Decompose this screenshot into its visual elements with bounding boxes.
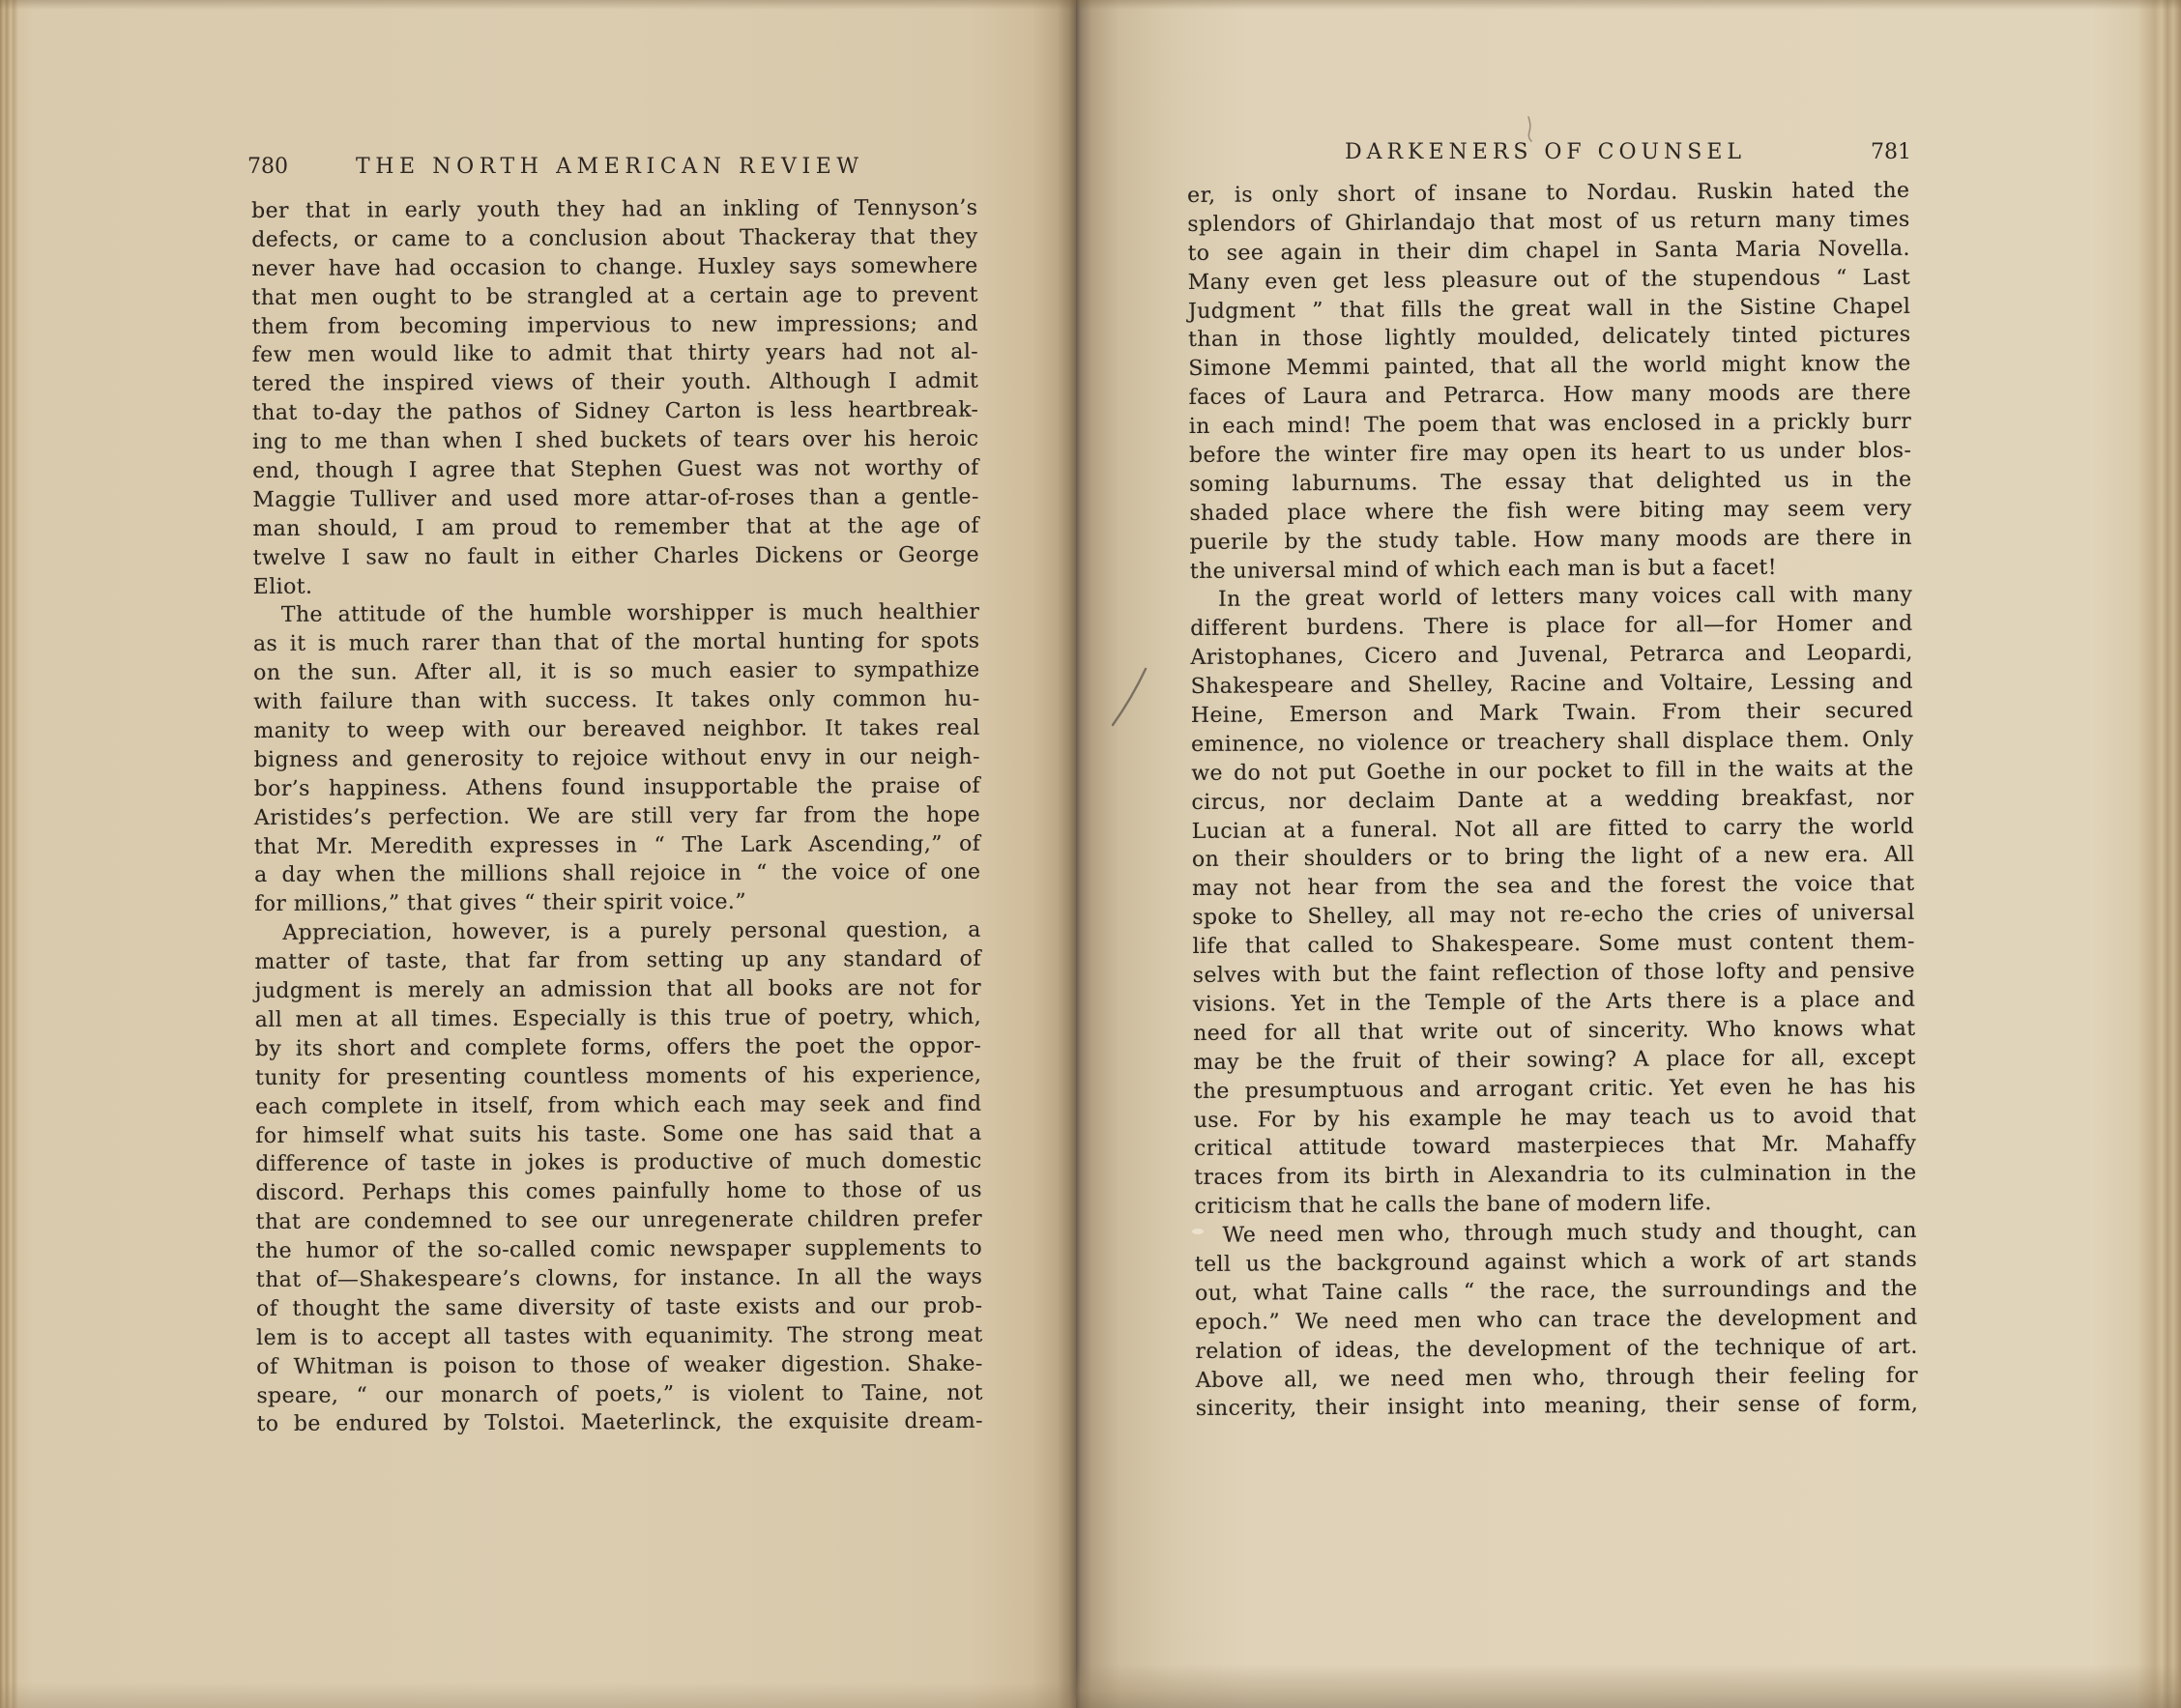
text-line: need for all that write out of sincerity. Who knows what — [1193, 1016, 1916, 1046]
text-line: of thought the same diversity of taste exists and our prob- — [255, 1293, 983, 1321]
text-line: ber that in early youth they had an inkling of Tennyson’s — [251, 195, 978, 223]
text-line: in each mind! The poem that was enclosed in a prickly burr — [1188, 409, 1912, 440]
text-line: that of—Shakespeare’s clowns, for instance. In all the ways — [255, 1264, 983, 1292]
text-line: may not hear from the sea and the forest the voice that — [1192, 872, 1915, 902]
text-line: tell us the background against which a work of art stands — [1194, 1247, 1918, 1277]
text-line: we do not put Goethe in our pocket to fill in the waits at the — [1191, 756, 1914, 786]
text-line: The attitude of the humble worshipper is much healthier — [280, 600, 980, 628]
text-line: soming laburnums. The essay that delighted us in the — [1189, 467, 1912, 497]
text-line: all men at all times. Especially is this true of poetry, which, — [254, 1004, 982, 1032]
running-head-right — [1345, 140, 1746, 165]
text-line: each complete in itself, from which each may seek and find — [255, 1091, 982, 1119]
text-line: difference of taste in jokes is productive of much domestic — [255, 1149, 982, 1177]
text-line: as it is much rarer than that of the mortal hunting for spots — [252, 629, 980, 657]
text-line: Aristides’s perfection. We are still very far from the hope — [253, 802, 981, 830]
text-line: never have had occasion to change. Huxley says somewhere — [251, 253, 978, 281]
text-line: epoch.” We need men who can trace the development and — [1195, 1305, 1918, 1335]
text-line: that are condemned to see our unregenerate children prefer — [255, 1206, 983, 1235]
text-line: criticism that he calls the bane of modern life. — [1194, 1191, 1712, 1220]
text-line: speare, “ our monarch of poets,” is violent to Taine, not — [256, 1380, 983, 1408]
text-line: splendors of Ghirlandajo that most of us return many times — [1187, 207, 1910, 237]
text-line: faces of Laura and Petrarca. How many moods are there — [1188, 381, 1911, 411]
running-head-text: DARKENERS OF COUNSEL — [1345, 140, 1746, 164]
text-line: the presumptuous and arrogant critic. Yet even he has his — [1193, 1074, 1916, 1104]
left-page-text — [251, 194, 984, 1440]
bottom-page-edge-right — [1076, 1665, 2181, 1708]
bottom-page-edge-left — [0, 1682, 1076, 1708]
text-line: In the great world of letters many voices call with many — [1217, 583, 1913, 613]
text-line: bigness and generosity to rejoice without envy in our neigh- — [253, 744, 980, 772]
text-line: that to-day the pathos of Sidney Carton is less heartbreak- — [251, 397, 979, 426]
page-number: 780 — [247, 155, 288, 179]
text-line: visions. Yet in the Temple of the Arts there is a place and — [1192, 987, 1916, 1017]
text-line: judgment is merely an admission that all books are not for — [254, 975, 982, 1004]
text-line: Aristophanes, Cicero and Juvenal, Petrarca and Leopardi, — [1190, 641, 1913, 671]
text-line: end, though I agree that Stephen Guest was not worthy of — [252, 455, 979, 484]
text-line: tunity for presenting countless moments of his experience, — [254, 1062, 982, 1090]
text-line: puerile by the study table. How many moods are there in — [1189, 525, 1913, 555]
text-line: out, what Taine calls “ the race, the surroundings and the — [1194, 1276, 1918, 1306]
text-line: shaded place where the fish were biting may seem very — [1189, 496, 1912, 526]
text-line: matter of taste, that far from setting up any standard of — [254, 946, 981, 975]
text-line: eminence, no violence or treachery shall displace them. Only — [1190, 727, 1914, 757]
text-line: that Mr. Meredith expresses in “ The Lark Ascending,” of — [253, 831, 981, 859]
text-line: critical attitude toward masterpieces that Mr. Mahaffy — [1193, 1132, 1917, 1162]
text-line: twelve I saw no fault in either Charles Dickens or George — [252, 542, 980, 570]
text-line: different burdens. There is place for all—for Homer and — [1190, 612, 1913, 642]
text-line: manity to weep with our bereaved neighbor. It takes real — [253, 715, 980, 744]
text-line: on the sun. After all, it is so much easier to sympathize — [253, 657, 980, 686]
text-line: selves with but the faint reflection of those lofty and pensive — [1192, 958, 1916, 989]
right-page-text — [1187, 177, 1919, 1424]
text-line: defects, or came to a conclusion about Thackeray that they — [251, 224, 978, 252]
running-head-left — [356, 155, 864, 180]
text-line: on their shoulders or to bring the light of a new era. All — [1191, 843, 1915, 873]
text-line: sincerity, their insight into meaning, their sense of form, — [1195, 1392, 1919, 1422]
text-line: Judgment ” that fills the great wall in the Sistine Chapel — [1187, 294, 1911, 324]
text-line: We need men who, through much study and thought, can — [1222, 1218, 1918, 1248]
text-line: life that called to Shakespeare. Some must content them- — [1192, 929, 1915, 960]
running-head-text: THE NORTH AMERICAN REVIEW — [356, 155, 864, 179]
text-line: them from becoming impervious to new impressions; and — [251, 311, 979, 339]
text-line: er, is only short of insane to Nordau. Ruskin hated the — [1187, 178, 1910, 208]
page-number-right — [1871, 140, 1911, 165]
text-line: Eliot. — [252, 574, 313, 599]
text-line: Simone Memmi painted, that all the world might know the — [1188, 352, 1911, 382]
text-line: use. For by his example he may teach us to avoid that — [1193, 1103, 1917, 1133]
text-line: circus, nor declaim Dante at a wedding breakfast, nor — [1191, 785, 1914, 815]
text-line: a day when the millions shall rejoice in “ the voice of one — [254, 860, 981, 888]
text-line: traces from its birth in Alexandria to its culmination in the — [1194, 1161, 1917, 1191]
text-line: relation of ideas, the development of the technique of art. — [1195, 1334, 1918, 1364]
page-number: 781 — [1871, 140, 1911, 164]
text-line: of Whitman is poison to those of weaker digestion. Shake- — [256, 1351, 983, 1379]
text-line: Shakespeare and Shelley, Racine and Voltaire, Lessing and — [1190, 669, 1914, 700]
text-line: the humor of the so-called comic newspaper supplements to — [255, 1235, 983, 1264]
text-line: few men would like to admit that thirty years had not al- — [251, 340, 979, 368]
text-line: Maggie Tulliver and used more attar-of-roses than a gentle- — [252, 484, 979, 512]
text-line: man should, I am proud to remember that at the age of — [252, 513, 979, 541]
text-line: Lucian at a funeral. Not all are fitted to carry the world — [1191, 814, 1915, 844]
text-line: Appreciation, however, is a purely personal question, a — [282, 917, 981, 946]
text-line: for himself what suits his taste. Some one has said that a — [255, 1120, 982, 1148]
text-line: that men ought to be strangled at a certain age to prevent — [251, 282, 978, 310]
page-number-left — [247, 155, 288, 180]
text-line: by its short and complete forms, offers the poet the oppor- — [254, 1033, 982, 1061]
text-line: to see again in their dim chapel in Santa Maria Novella. — [1187, 236, 1910, 266]
text-line: than in those lightly moulded, delicately tinted pictures — [1188, 323, 1911, 353]
text-line: for millions,” that gives “ their spirit voice.” — [254, 890, 747, 917]
text-line: Above all, we need men who, through their feeling for — [1195, 1363, 1919, 1393]
top-page-edge — [0, 0, 2181, 10]
text-line: lem is to accept all tastes with equanimity. The strong meat — [256, 1322, 983, 1350]
text-line: tered the inspired views of their youth. Although I admit — [251, 369, 979, 397]
text-line: discord. Perhaps this comes painfully home to those of us — [255, 1177, 982, 1206]
text-line: to be endured by Tolstoi. Maeterlinck, the exquisite dream- — [256, 1409, 983, 1437]
text-line: Many even get less pleasure out of the stupendous “ Last — [1187, 265, 1911, 295]
text-line: Heine, Emerson and Mark Twain. From their secured — [1190, 698, 1914, 729]
text-line: bor’s happiness. Athens found insupportable the praise of — [253, 773, 981, 801]
text-line: ing to me than when I shed buckets of tears over his heroic — [252, 426, 979, 455]
text-line: before the winter fire may open its heart to us under blos- — [1188, 438, 1912, 469]
text-line: may be the fruit of their sowing? A place for all, except — [1193, 1045, 1916, 1075]
text-line: with failure than with success. It takes only common hu- — [253, 686, 980, 715]
text-line: spoke to Shelley, all may not re-echo the cries of universal — [1192, 901, 1915, 931]
text-line: the universal mind of which each man is but a facet! — [1189, 555, 1778, 584]
